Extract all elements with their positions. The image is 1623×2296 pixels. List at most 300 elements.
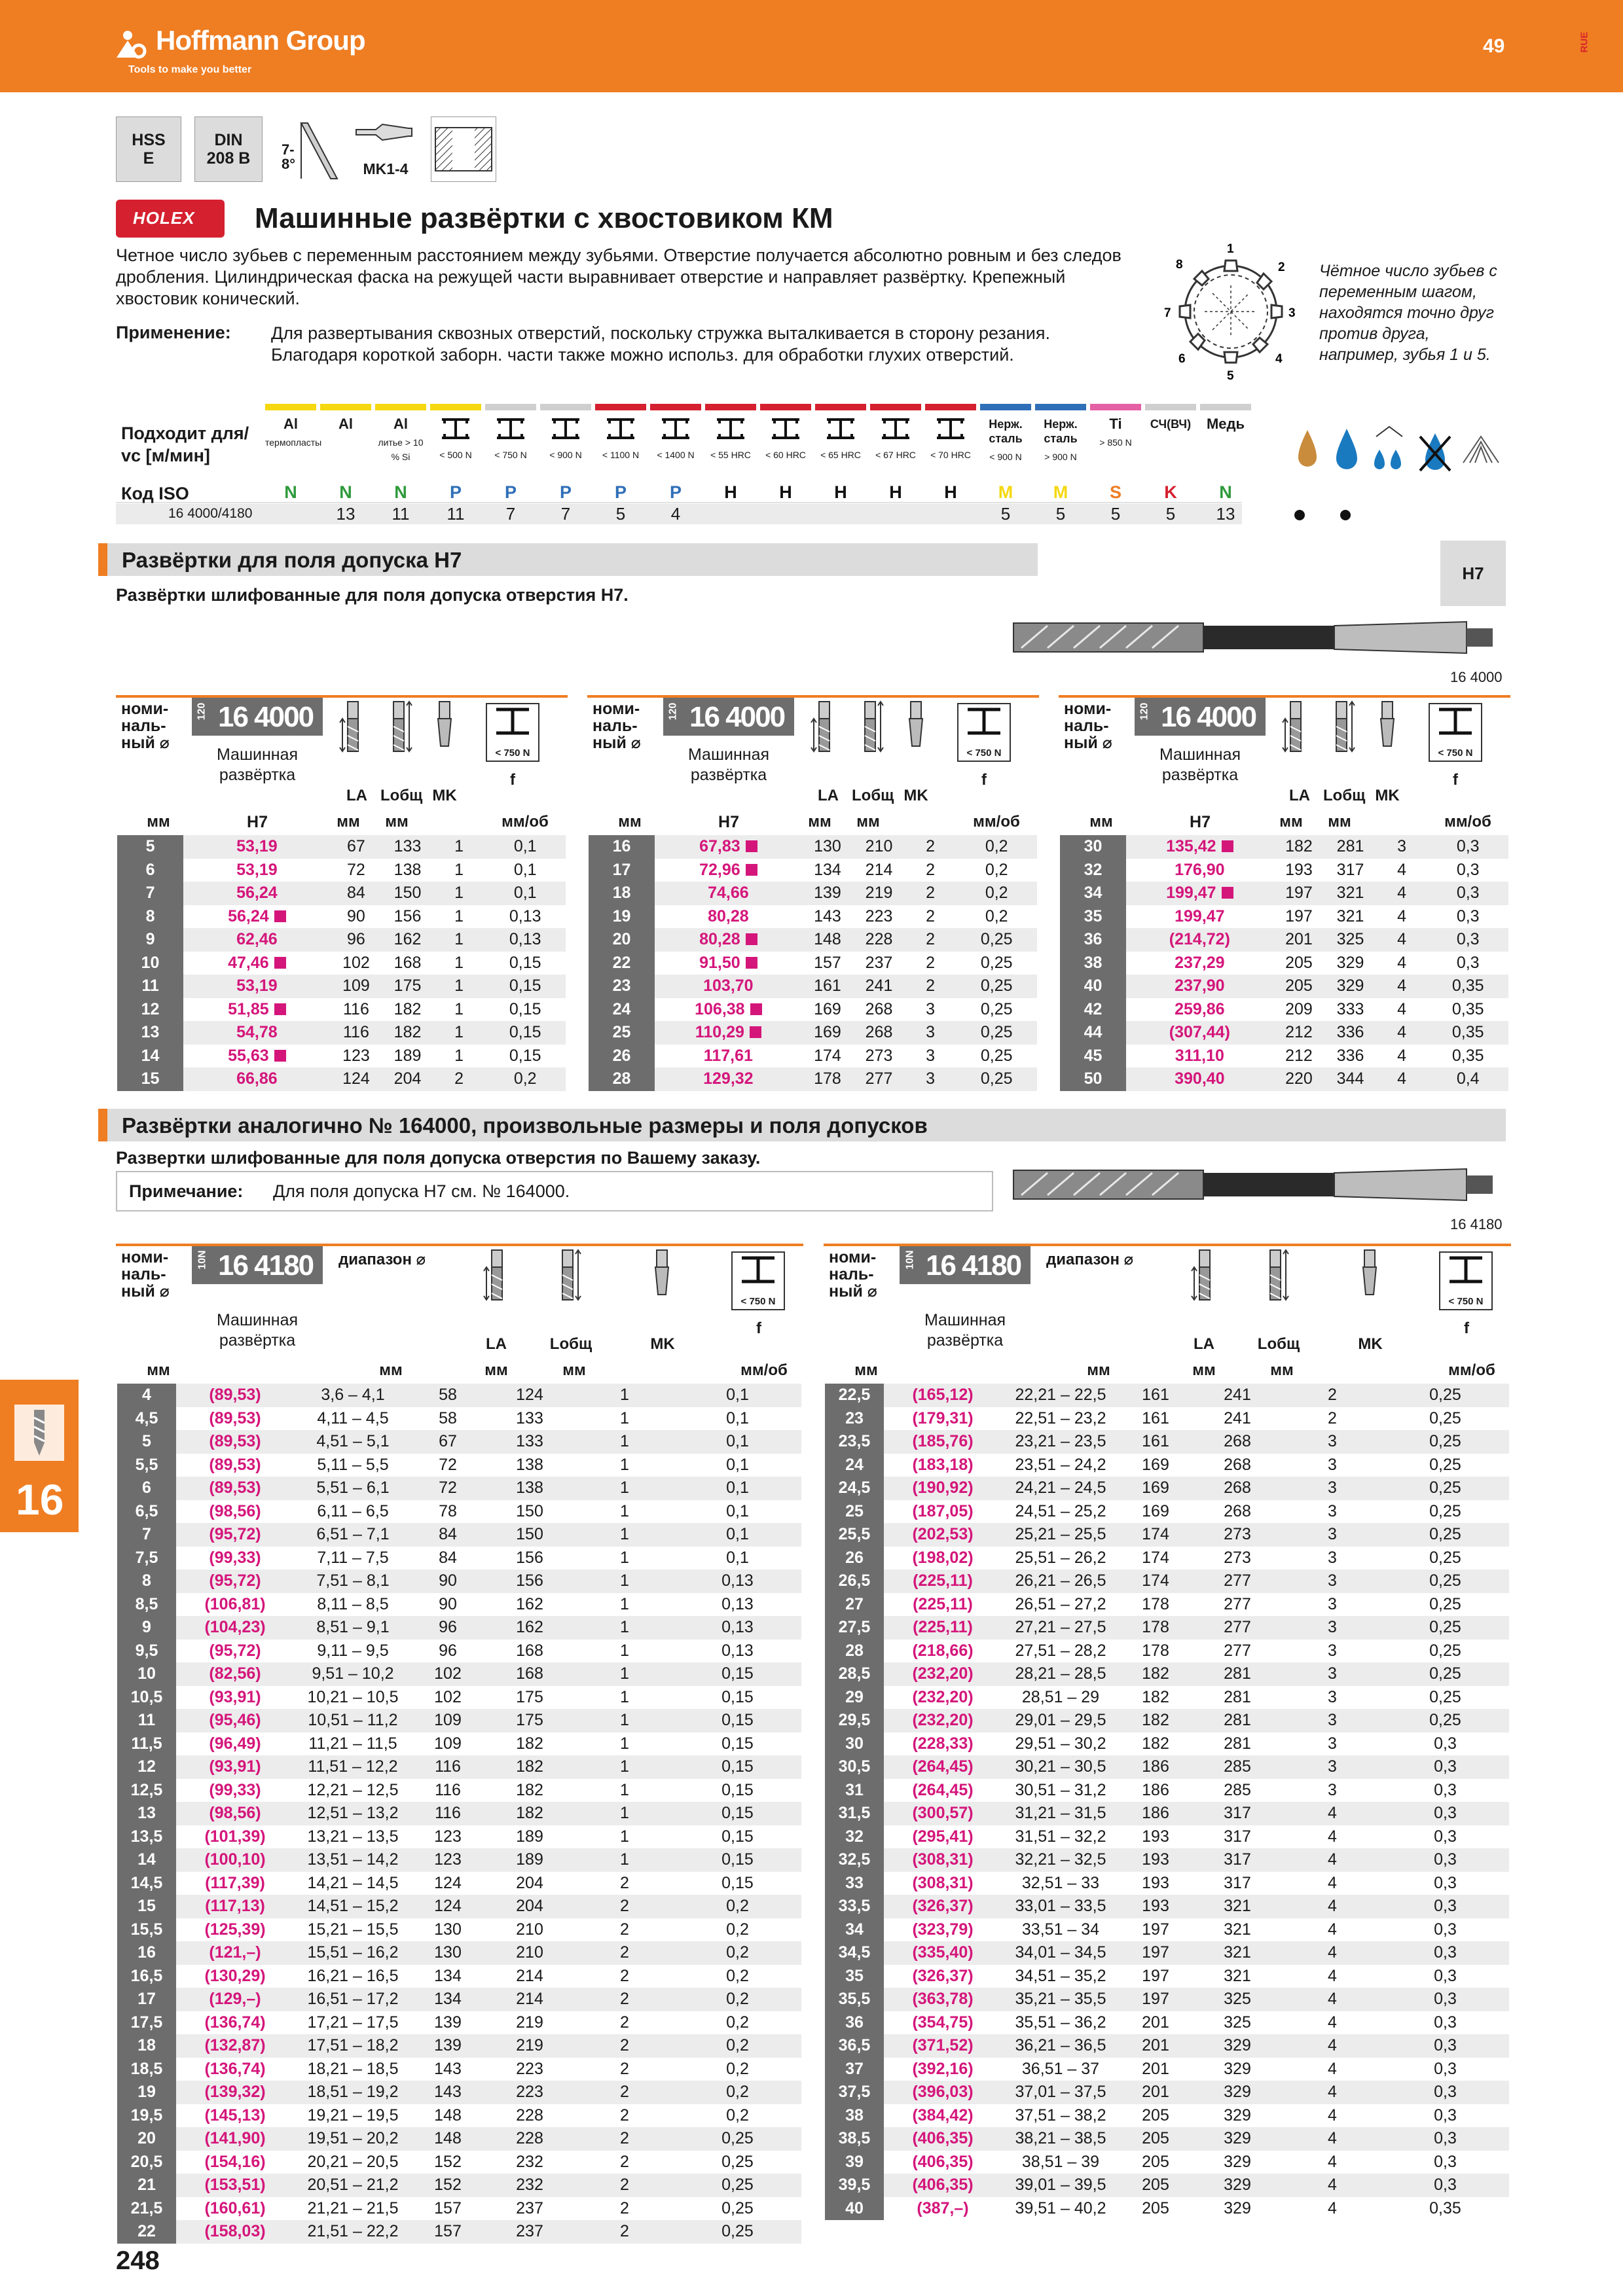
- price: (99,33): [176, 1547, 294, 1570]
- shank-label: MK1-4: [363, 160, 409, 177]
- feed-rate: 0,3: [1381, 1755, 1509, 1779]
- unit-label: мм: [618, 813, 642, 831]
- nominal-diameter: 10: [117, 1662, 176, 1686]
- table-row[interactable]: [825, 2151, 1509, 2174]
- table-row[interactable]: [117, 1848, 801, 1872]
- table-row[interactable]: [1060, 905, 1508, 929]
- angle-line2: 8°: [282, 156, 296, 172]
- stock-item-marker: [274, 1003, 286, 1015]
- total-length: 317: [1192, 1848, 1283, 1872]
- cutting-length-label: LA: [486, 1335, 507, 1353]
- table-row[interactable]: [589, 928, 1037, 952]
- table-row[interactable]: [825, 1918, 1509, 1942]
- price-cell: [655, 998, 802, 1022]
- feed-rate: 0,13: [674, 1616, 801, 1640]
- feed-rate: 0,3: [1381, 1895, 1509, 1918]
- feed-rate: 0,25: [674, 2174, 801, 2197]
- feed-rate: 0,1: [674, 1384, 801, 1407]
- table-row[interactable]: [825, 2127, 1509, 2151]
- cutting-speed-value: 5: [1165, 504, 1176, 524]
- cutting-length: 152: [412, 2174, 484, 2197]
- table-row[interactable]: [117, 1709, 801, 1732]
- diameter-range: 13,21 – 13,5: [294, 1825, 412, 1849]
- table-row[interactable]: [117, 1500, 801, 1524]
- table-row[interactable]: [825, 1500, 1509, 1524]
- table-row[interactable]: [589, 859, 1037, 882]
- table-row[interactable]: [1060, 998, 1508, 1022]
- diameter-range: 31,21 – 31,5: [1002, 1802, 1120, 1825]
- cutting-length: 123: [412, 1848, 484, 1872]
- diameter-range: 22,51 – 23,2: [1002, 1407, 1120, 1431]
- nominal-diameter: 40: [825, 2197, 884, 2221]
- steel-beam-icon: [733, 1253, 784, 1289]
- unit-label: мм: [856, 813, 880, 831]
- feed-rate: 0,2: [956, 905, 1037, 929]
- table-row[interactable]: [117, 1384, 801, 1407]
- standard-line1: DIN: [214, 131, 243, 149]
- price: (89,53): [176, 1384, 294, 1407]
- table-row[interactable]: [117, 1965, 801, 1988]
- total-length: 133: [484, 1430, 575, 1454]
- table-row[interactable]: [825, 1523, 1509, 1547]
- table-row[interactable]: [117, 928, 566, 952]
- total-length: 182: [382, 998, 433, 1022]
- section1-title: Развёртки для поля допуска H7: [122, 548, 462, 572]
- table-row[interactable]: [117, 2127, 801, 2151]
- table-row[interactable]: [117, 1640, 801, 1663]
- brand-name: Hoffmann Group: [156, 25, 365, 56]
- table-row[interactable]: [117, 2151, 801, 2174]
- total-length: 232: [484, 2151, 575, 2174]
- nominal-diameter: 28: [589, 1067, 655, 1091]
- nominal-diameter: 7: [117, 1523, 176, 1547]
- cutting-length: 130: [412, 1941, 484, 1965]
- total-length: 150: [484, 1523, 575, 1547]
- table-row[interactable]: [117, 2104, 801, 2128]
- price: 80,28: [708, 906, 749, 925]
- table-row[interactable]: [825, 1593, 1509, 1617]
- table-row[interactable]: [589, 835, 1037, 859]
- material-name: Ti: [1109, 416, 1122, 432]
- nominal-diameter: 35: [1060, 905, 1126, 929]
- diameter-range: 4,51 – 5,1: [294, 1430, 412, 1454]
- table-row[interactable]: [117, 2058, 801, 2081]
- feed-rate: 0,25: [1381, 1593, 1509, 1617]
- table-row[interactable]: [117, 1593, 801, 1617]
- table-row[interactable]: [117, 905, 566, 929]
- diameter-range: 14,51 – 15,2: [294, 1895, 412, 1918]
- table-row[interactable]: [825, 2034, 1509, 2058]
- nominal-diameter: 32: [1060, 859, 1126, 882]
- cutting-length: 157: [412, 2197, 484, 2221]
- feed-rate: 0,15: [674, 1872, 801, 1895]
- total-length: 329: [1192, 2174, 1283, 2197]
- feed-rate: 0,1: [674, 1430, 801, 1454]
- article-number: 16 4180: [218, 1249, 314, 1282]
- total-length: 182: [484, 1755, 575, 1779]
- nominal-diameter: 23: [589, 975, 655, 998]
- table-row[interactable]: [825, 1895, 1509, 1918]
- price: (371,52): [884, 2034, 1002, 2058]
- diameter-range: 17,51 – 18,2: [294, 2034, 412, 2058]
- feed-rate: 0,25: [1381, 1500, 1509, 1524]
- cutting-length: 205: [1120, 2174, 1192, 2197]
- cutting-length: 157: [802, 952, 854, 975]
- nominal-diameter: 30: [1060, 835, 1126, 859]
- material-column-header: [540, 417, 591, 462]
- table-row[interactable]: [117, 998, 566, 1022]
- morse-taper: 1: [575, 1570, 674, 1593]
- stock-item-marker: [274, 910, 286, 922]
- total-length: 329: [1192, 2104, 1283, 2128]
- price: (89,53): [176, 1477, 294, 1500]
- morse-taper: 3: [1283, 1755, 1381, 1779]
- table-row[interactable]: [825, 1640, 1509, 1663]
- feed-rate: 0,35: [1427, 975, 1508, 998]
- price: 103,70: [703, 977, 754, 996]
- price: 259,86: [1175, 999, 1225, 1018]
- price: (202,53): [884, 1523, 1002, 1547]
- table-row[interactable]: [825, 1802, 1509, 1825]
- table-row[interactable]: [589, 905, 1037, 929]
- price: (307,44): [1169, 1023, 1230, 1042]
- table-row[interactable]: [825, 1430, 1509, 1454]
- cutting-length: 130: [802, 835, 854, 859]
- gear-label-7: 7: [1164, 306, 1171, 320]
- price-cell: [1126, 975, 1273, 998]
- table-row[interactable]: [825, 1662, 1509, 1686]
- table-row[interactable]: [117, 1662, 801, 1686]
- price: (326,37): [884, 1965, 1002, 1988]
- table-row[interactable]: [117, 2034, 801, 2058]
- feed-rate: 0,15: [484, 998, 566, 1022]
- table-row[interactable]: [825, 1384, 1509, 1407]
- morse-taper: 1: [433, 1021, 485, 1045]
- material-name: СЧ(ВЧ): [1150, 418, 1192, 431]
- table-row[interactable]: [825, 1872, 1509, 1895]
- table-row[interactable]: [117, 1430, 801, 1454]
- table-row[interactable]: [117, 1477, 801, 1500]
- morse-taper: 2: [575, 2081, 674, 2104]
- table-row[interactable]: [117, 1755, 801, 1779]
- shank-symbol: [350, 117, 422, 182]
- diameter-range: 10,51 – 11,2: [294, 1709, 412, 1732]
- feed-rate: 0,1: [674, 1547, 801, 1570]
- table-row[interactable]: [825, 1454, 1509, 1477]
- material-color-bar: [1145, 404, 1196, 410]
- unit-label: мм/об: [740, 1361, 788, 1379]
- load-class-box: [1439, 1251, 1493, 1310]
- morse-taper: 1: [575, 1640, 674, 1663]
- feed-rate: 0,3: [1427, 905, 1508, 929]
- table-row[interactable]: [117, 1570, 801, 1593]
- price: (96,49): [176, 1732, 294, 1756]
- nominal-diameter: 10: [117, 952, 183, 975]
- table-row[interactable]: [117, 1616, 801, 1640]
- table-row[interactable]: [117, 2174, 801, 2197]
- table-row[interactable]: [117, 2081, 801, 2104]
- table-row[interactable]: [825, 1570, 1509, 1593]
- price-cell: [183, 905, 331, 929]
- table-row[interactable]: [825, 1732, 1509, 1756]
- table-row[interactable]: [589, 1045, 1037, 1068]
- stock-item-marker: [274, 957, 286, 969]
- diameter-range: 31,51 – 32,2: [1002, 1825, 1120, 1849]
- cutting-length: 182: [1120, 1662, 1192, 1686]
- table-row[interactable]: [589, 952, 1037, 975]
- table-row[interactable]: [825, 2104, 1509, 2128]
- diameter-range: 32,21 – 32,5: [1002, 1848, 1120, 1872]
- chapter-number: 16: [16, 1475, 64, 1524]
- material-color-bar: [705, 404, 756, 410]
- cutting-speed-value: 13: [1216, 504, 1235, 524]
- feed-rate: 0,13: [674, 1570, 801, 1593]
- material-column-header: [815, 417, 866, 462]
- table-row[interactable]: [117, 1686, 801, 1710]
- table-row[interactable]: [589, 1021, 1037, 1045]
- table-row[interactable]: [117, 2011, 801, 2035]
- table-row[interactable]: [117, 1021, 566, 1045]
- material-spec: < 900 N: [989, 452, 1022, 462]
- material-column-header: [650, 417, 701, 462]
- table-row[interactable]: [1060, 952, 1508, 975]
- table-row[interactable]: [825, 1477, 1509, 1500]
- total-length: 182: [484, 1779, 575, 1803]
- steel-beam-icon: [714, 417, 747, 440]
- feed-rate: 0,25: [1381, 1662, 1509, 1686]
- cutting-length: 186: [1120, 1755, 1192, 1779]
- price: (95,46): [176, 1709, 294, 1732]
- nominal-diameter: 11: [117, 1709, 176, 1732]
- table-row[interactable]: [1060, 835, 1508, 859]
- nominal-diameter: 45: [1060, 1045, 1126, 1068]
- material-name: Медь: [1206, 416, 1245, 432]
- table-row[interactable]: [825, 2058, 1509, 2081]
- price: (104,23): [176, 1616, 294, 1640]
- price: (129,–): [176, 1988, 294, 2011]
- article-number-header: [900, 1246, 1030, 1284]
- stock-item-marker: [750, 1026, 761, 1038]
- tooth-pitch-diagram: [1152, 233, 1309, 390]
- table-row[interactable]: [117, 859, 566, 882]
- nominal-diameter: 21: [117, 2174, 176, 2197]
- feed-rate: 0,3: [1427, 882, 1508, 905]
- cutting-length: 197: [1273, 905, 1325, 929]
- total-length-label: Lобщ: [380, 787, 423, 804]
- table-row[interactable]: [825, 1547, 1509, 1570]
- price: (406,35): [884, 2174, 1002, 2197]
- feed-rate: 0,15: [674, 1825, 801, 1849]
- feed-label: f: [756, 1319, 761, 1337]
- nominal-diameter: 16,5: [117, 1965, 176, 1988]
- table-row[interactable]: [117, 1779, 801, 1803]
- table-row[interactable]: [117, 1941, 801, 1965]
- total-length: 228: [484, 2127, 575, 2151]
- page-header: [0, 0, 1623, 92]
- cutting-length: 201: [1120, 2011, 1192, 2035]
- table-row[interactable]: [117, 835, 566, 859]
- cutting-length: 178: [1120, 1593, 1192, 1617]
- table-row[interactable]: [825, 2174, 1509, 2197]
- table-row[interactable]: [117, 1407, 801, 1431]
- table-row[interactable]: [825, 1755, 1509, 1779]
- table-row[interactable]: [1060, 859, 1508, 882]
- table-row[interactable]: [117, 2220, 801, 2244]
- morse-taper: 4: [1283, 2081, 1381, 2104]
- unit-label: мм: [484, 1361, 508, 1379]
- diameter-range: 9,11 – 9,5: [294, 1640, 412, 1663]
- table-row[interactable]: [825, 1779, 1509, 1803]
- nominal-diameter: 24: [589, 998, 655, 1022]
- table-row[interactable]: [589, 1067, 1037, 1091]
- price: (384,42): [884, 2104, 1002, 2128]
- table-row[interactable]: [825, 1616, 1509, 1640]
- feed-rate: 0,3: [1427, 859, 1508, 882]
- unit-label: мм: [1270, 1361, 1294, 1379]
- price: (232,20): [884, 1662, 1002, 1686]
- table-row[interactable]: [1060, 975, 1508, 998]
- table-row[interactable]: [117, 1988, 801, 2011]
- table-row[interactable]: [1060, 1067, 1508, 1091]
- cutting-speed-value: 11: [447, 504, 465, 524]
- table-row[interactable]: [117, 1918, 801, 1942]
- section1-subtitle: Развёртки шлифованные для поля допуска отверстия H7.: [116, 585, 629, 605]
- total-length: 268: [1192, 1477, 1283, 1500]
- feed-rate: 0,25: [674, 2127, 801, 2151]
- cutting-length: 197: [1120, 1918, 1192, 1942]
- feed-rate: 0,2: [956, 859, 1037, 882]
- nominal-diameter: 35,5: [825, 1988, 884, 2011]
- total-length: 277: [1192, 1616, 1283, 1640]
- material-spec: < 70 HRC: [930, 450, 971, 460]
- total-length: 321: [1192, 1918, 1283, 1942]
- feed-rate: 0,25: [956, 928, 1037, 952]
- morse-taper: 4: [1376, 975, 1428, 998]
- total-length: 175: [382, 975, 433, 998]
- table-row[interactable]: [117, 1045, 566, 1068]
- table-row[interactable]: [589, 882, 1037, 905]
- cutting-length: 96: [331, 928, 382, 952]
- table-row[interactable]: [825, 1848, 1509, 1872]
- cutting-length: 139: [412, 2011, 484, 2035]
- cutting-length: 174: [1120, 1523, 1192, 1547]
- table-row[interactable]: [117, 1067, 566, 1091]
- coolant-suitable-dot: [1294, 510, 1305, 520]
- table-row[interactable]: [1060, 882, 1508, 905]
- cutting-speed-value: 5: [1110, 504, 1121, 524]
- feed-rate: 0,2: [674, 2034, 801, 2058]
- morse-taper-label: MK: [432, 787, 457, 804]
- nominal-diameter: 9: [117, 1616, 176, 1640]
- price: (264,45): [884, 1779, 1002, 1803]
- feed-rate: 0,13: [674, 1640, 801, 1663]
- feed-rate: 0,1: [484, 882, 566, 905]
- table-row[interactable]: [825, 1825, 1509, 1849]
- morse-taper: 4: [1283, 2034, 1381, 2058]
- table-row[interactable]: [117, 1523, 801, 1547]
- section2-header: [98, 1109, 1506, 1141]
- load-class-box: [731, 1251, 785, 1310]
- nominal-diameter: 10,5: [117, 1686, 176, 1710]
- table-row[interactable]: [825, 1941, 1509, 1965]
- table-row[interactable]: [589, 975, 1037, 998]
- table-row[interactable]: [825, 1686, 1509, 1710]
- table-row[interactable]: [117, 2197, 801, 2221]
- morse-taper: 4: [1283, 2104, 1381, 2128]
- table-row[interactable]: [117, 1825, 801, 1849]
- table-row[interactable]: [117, 1732, 801, 1756]
- diameter-range: 11,21 – 11,5: [294, 1732, 412, 1756]
- feed-rate: 0,25: [956, 1021, 1037, 1045]
- price: 56,24: [236, 884, 278, 903]
- table-row[interactable]: [117, 1547, 801, 1570]
- table-row[interactable]: [117, 1454, 801, 1477]
- price: (225,11): [884, 1570, 1002, 1593]
- total-length: 133: [484, 1407, 575, 1431]
- total-length: 268: [853, 1021, 905, 1045]
- total-length-label: Lобщ: [549, 1335, 593, 1353]
- table-row[interactable]: [117, 975, 566, 998]
- morse-taper: 4: [1376, 882, 1428, 905]
- product-table-164180: [117, 1384, 801, 2244]
- table-row[interactable]: [1060, 1045, 1508, 1068]
- price: (160,61): [176, 2197, 294, 2221]
- feed-rate: 0,3: [1381, 1965, 1509, 1988]
- table-row[interactable]: [1060, 928, 1508, 952]
- cutting-length: 193: [1120, 1825, 1192, 1849]
- table-row[interactable]: [1060, 1021, 1508, 1045]
- table-row[interactable]: [117, 1872, 801, 1895]
- diameter-range: 12,21 – 12,5: [294, 1779, 412, 1803]
- feed-rate: 0,2: [674, 1941, 801, 1965]
- material-line1: HSS: [132, 131, 166, 149]
- morse-taper: 4: [1376, 859, 1428, 882]
- total-length: 321: [1192, 1941, 1283, 1965]
- table-row[interactable]: [589, 998, 1037, 1022]
- table-row[interactable]: [825, 1988, 1509, 2011]
- table-row[interactable]: [117, 882, 566, 905]
- price-cell: [655, 835, 802, 859]
- total-length-label: Lобщ: [852, 787, 894, 804]
- chapter-tab[interactable]: [0, 1380, 79, 1532]
- nominal-diameter: 8: [117, 905, 183, 929]
- price: (190,92): [884, 1477, 1002, 1500]
- table-row[interactable]: [825, 1965, 1509, 1988]
- total-length: 232: [484, 2174, 575, 2197]
- table-row[interactable]: [825, 1407, 1509, 1431]
- nominal-diameter: 20: [117, 2127, 176, 2151]
- table-row[interactable]: [825, 1709, 1509, 1732]
- total-length: 162: [484, 1616, 575, 1640]
- material-color-bar: [925, 404, 976, 410]
- morse-taper: 4: [1283, 2174, 1381, 2197]
- table-row[interactable]: [117, 952, 566, 975]
- price: (154,16): [176, 2151, 294, 2174]
- price-group-code: 120: [196, 702, 208, 721]
- table-row[interactable]: [117, 1895, 801, 1918]
- morse-taper: 3: [905, 998, 957, 1022]
- morse-taper: 4: [1283, 1941, 1381, 1965]
- unit-label: мм: [147, 1361, 170, 1379]
- table-row[interactable]: [825, 2011, 1509, 2035]
- table-row[interactable]: [825, 2081, 1509, 2104]
- feed-rate: 0,3: [1381, 1941, 1509, 1965]
- table-row[interactable]: [825, 2197, 1509, 2221]
- diameter-range: 33,51 – 34: [1002, 1918, 1120, 1942]
- table-row[interactable]: [117, 1802, 801, 1825]
- nominal-diameter: 29: [825, 1686, 884, 1710]
- price: (93,91): [176, 1686, 294, 1710]
